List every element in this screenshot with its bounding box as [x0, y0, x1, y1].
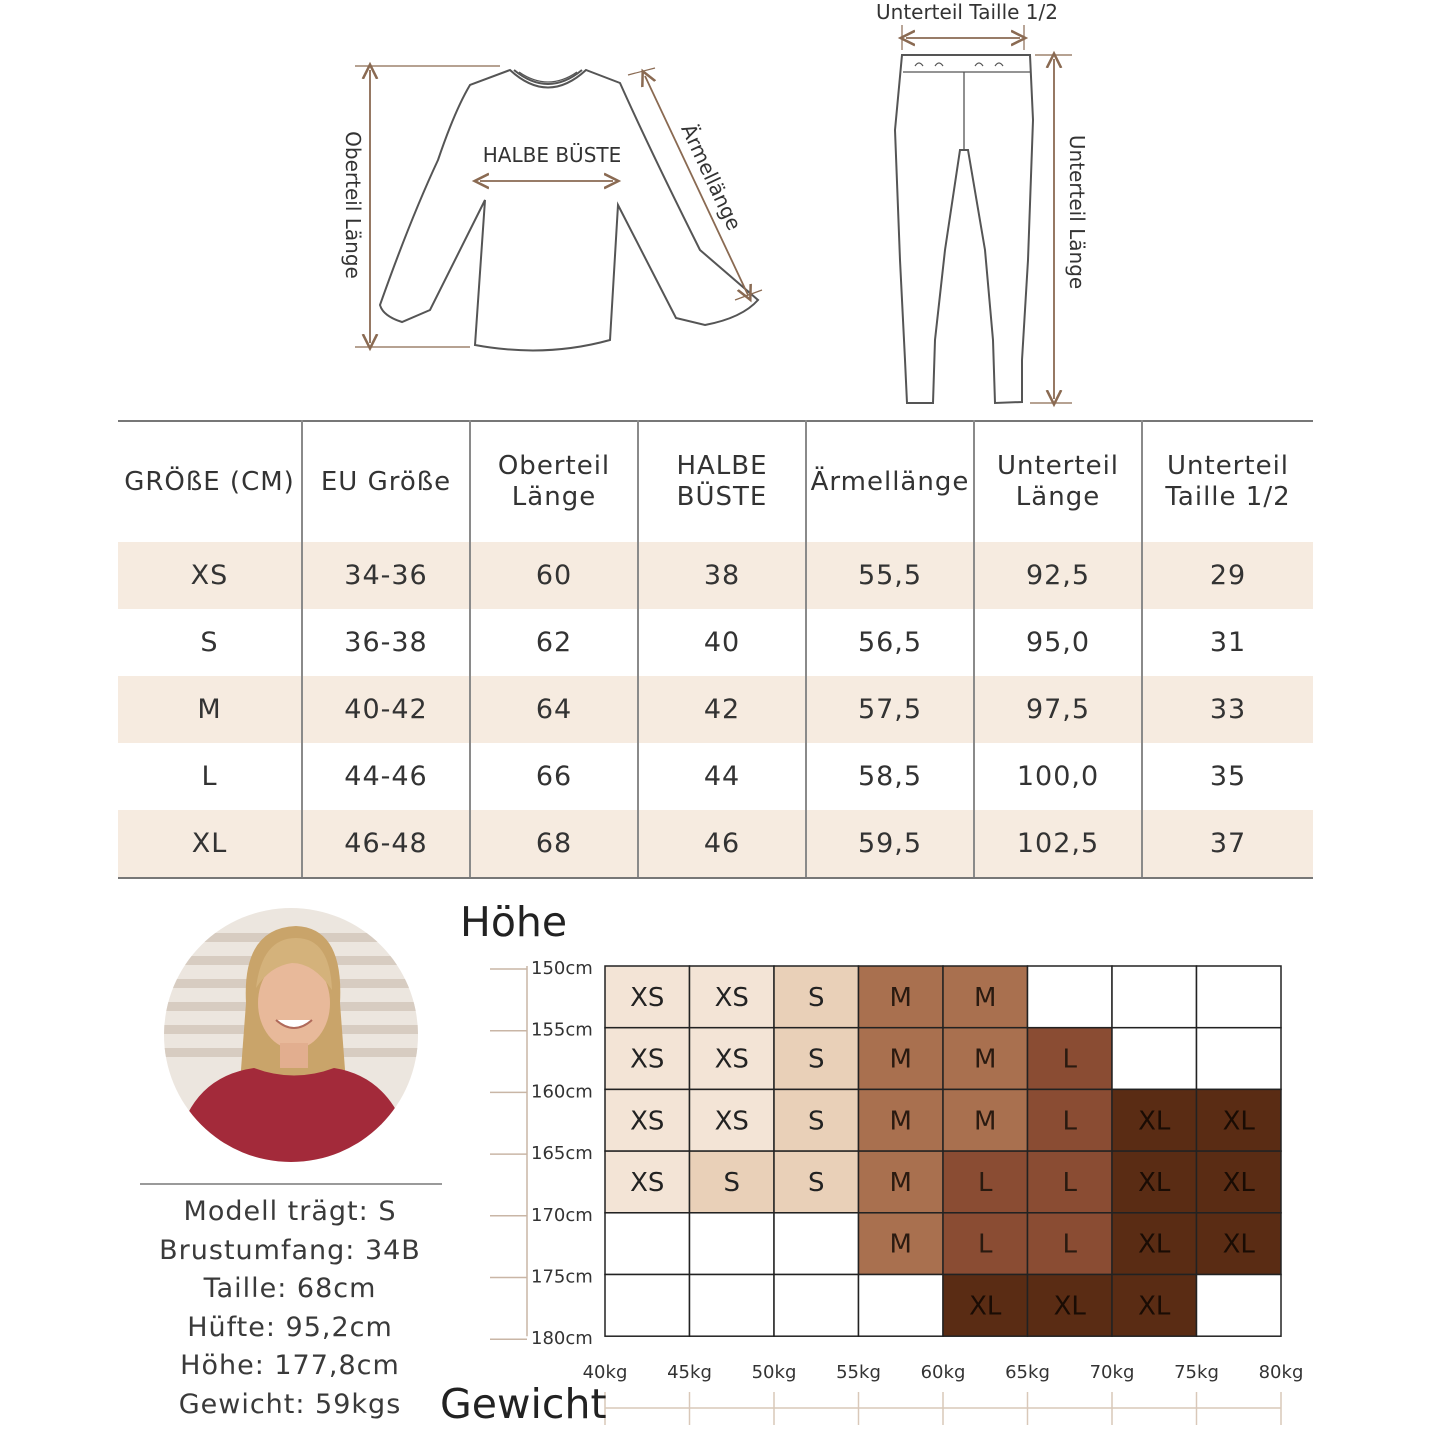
- table-cell: 44-46: [302, 743, 470, 810]
- chart-cell-label: XL: [1138, 1167, 1171, 1198]
- table-cell: 102,5: [974, 810, 1142, 878]
- y-tick-label: 155cm: [531, 1019, 593, 1041]
- chart-cell-label: M: [889, 982, 912, 1013]
- model-height: Höhe: 177,8cm: [180, 1350, 400, 1382]
- size-table-header-cell: HALBE BÜSTE: [638, 421, 806, 542]
- y-tick-label: 175cm: [531, 1266, 593, 1288]
- chart-cell-label: XS: [630, 1106, 665, 1137]
- pants-waist-label: Unterteil Taille 1/2: [876, 0, 1058, 24]
- model-hip: Hüfte: 95,2cm: [187, 1311, 393, 1343]
- chart-cell: [1197, 1028, 1282, 1090]
- table-cell: 66: [470, 743, 638, 810]
- y-tick-label: 150cm: [531, 958, 593, 979]
- x-tick-label: 55kg: [836, 1362, 881, 1383]
- table-cell: 58,5: [806, 743, 974, 810]
- size-table-header-cell: EU Größe: [302, 421, 470, 542]
- table-cell: 97,5: [974, 676, 1142, 743]
- table-cell: 57,5: [806, 676, 974, 743]
- chart-cell: [774, 1213, 859, 1275]
- table-cell: 36-38: [302, 609, 470, 676]
- x-tick-label: 40kg: [582, 1362, 628, 1383]
- table-cell: 46-48: [302, 810, 470, 878]
- sleeve-length-label: Ärmellänge: [676, 120, 747, 234]
- chart-cell: [1197, 1275, 1282, 1337]
- chart-cell-label: XL: [1222, 1229, 1255, 1260]
- chart-cell-label: M: [889, 1167, 912, 1198]
- table-cell: 29: [1142, 542, 1313, 609]
- x-tick-label: 70kg: [1089, 1362, 1135, 1383]
- table-cell: 38: [638, 542, 806, 609]
- chart-cell: [605, 1213, 690, 1275]
- x-tick-label: 60kg: [920, 1362, 966, 1383]
- table-cell: 40-42: [302, 676, 470, 743]
- half-bust-label: HALBE BÜSTE: [482, 143, 622, 167]
- chart-cell-label: XL: [1138, 1106, 1171, 1137]
- chart-cell-label: L: [978, 1229, 993, 1260]
- chart-cell: [1197, 966, 1282, 1028]
- chart-cell-label: XL: [1138, 1291, 1171, 1322]
- x-tick-label: 45kg: [667, 1362, 712, 1383]
- table-cell: 68: [470, 810, 638, 878]
- table-cell: 92,5: [974, 542, 1142, 609]
- chart-cell-label: XS: [630, 1044, 665, 1075]
- y-tick-label: 170cm: [531, 1204, 593, 1226]
- pants-length-label: Unterteil Länge: [1065, 134, 1089, 290]
- chart-cell-label: M: [889, 1106, 912, 1137]
- chart-cell-label: M: [889, 1044, 912, 1075]
- chart-cell: [605, 1275, 690, 1337]
- size-table-header-cell: Ärmellänge: [806, 421, 974, 542]
- table-cell: 59,5: [806, 810, 974, 878]
- table-cell: M: [118, 676, 302, 743]
- chart-cell-label: XS: [714, 1106, 749, 1137]
- model-size-worn: Modell trägt: S: [183, 1196, 397, 1227]
- table-cell: XS: [118, 542, 302, 609]
- table-cell: 40: [638, 609, 806, 676]
- x-tick-label: 50kg: [751, 1362, 797, 1383]
- chart-cell-label: S: [807, 1167, 825, 1198]
- table-cell: 95,0: [974, 609, 1142, 676]
- table-cell: 33: [1142, 676, 1313, 743]
- table-cell: 42: [638, 676, 806, 743]
- x-tick-label: 65kg: [1005, 1362, 1050, 1383]
- model-waist: Taille: 68cm: [203, 1273, 377, 1305]
- x-tick-label: 75kg: [1174, 1362, 1219, 1383]
- table-cell: S: [118, 609, 302, 676]
- y-tick-label: 160cm: [531, 1081, 593, 1103]
- chart-cell-label: M: [974, 982, 997, 1013]
- table-cell: 31: [1209, 627, 1247, 658]
- table-cell: 34-36: [302, 542, 470, 609]
- chart-cell-label: XS: [714, 1044, 749, 1075]
- chart-cell: [1028, 966, 1113, 1028]
- table-cell: 55,5: [806, 542, 974, 609]
- chart-cell: [690, 1213, 775, 1275]
- chart-cell-label: S: [807, 1106, 825, 1137]
- table-cell: 100,0: [974, 743, 1142, 810]
- chart-cell-label: M: [974, 1106, 997, 1137]
- x-tick-label: 80kg: [1258, 1362, 1304, 1383]
- chart-cell: [1112, 966, 1197, 1028]
- chart-cell-label: S: [807, 1044, 825, 1075]
- table-cell: 44: [638, 743, 806, 810]
- chart-cell: [690, 1275, 775, 1337]
- chart-cell-label: M: [889, 1229, 912, 1260]
- chart-cell-label: L: [978, 1167, 993, 1198]
- chart-cell-label: XS: [630, 1167, 665, 1198]
- table-cell: 37: [1142, 810, 1313, 878]
- top-length-label: Oberteil Länge: [341, 131, 365, 279]
- size-table-header-cell: Unterteil Länge: [974, 421, 1142, 542]
- chart-cell-label: XS: [630, 982, 665, 1013]
- size-table-header-cell: Unterteil Taille 1/2: [1142, 421, 1313, 542]
- y-tick-label: 180cm: [531, 1328, 593, 1350]
- table-cell: 60: [470, 542, 638, 609]
- model-weight: Gewicht: 59kgs: [178, 1388, 402, 1420]
- chart-cell-label: L: [1062, 1229, 1077, 1260]
- chart-cell-label: L: [1062, 1106, 1077, 1137]
- table-cell: L: [118, 743, 302, 810]
- table-cell: 62: [470, 609, 638, 676]
- chart-cell-label: XL: [969, 1291, 1002, 1322]
- table-cell: 35: [1209, 761, 1247, 792]
- chart-cell-label: S: [723, 1167, 741, 1198]
- table-cell: XL: [118, 810, 302, 878]
- table-cell: 64: [470, 676, 638, 743]
- y-tick-label: 165cm: [531, 1143, 593, 1165]
- chart-x-title: Gewicht: [440, 1380, 607, 1428]
- size-table-header-cell: Oberteil Länge: [470, 421, 638, 542]
- model-bust: Brustumfang: 34B: [159, 1234, 421, 1266]
- size-table-header-cell: GRÖßE (CM): [118, 421, 302, 542]
- chart-cell-label: L: [1062, 1044, 1077, 1075]
- chart-cell: [1112, 1028, 1197, 1090]
- chart-cell-label: M: [974, 1044, 997, 1075]
- chart-cell-label: XL: [1053, 1291, 1086, 1322]
- chart-cell-label: S: [807, 982, 825, 1013]
- chart-cell-label: XL: [1222, 1106, 1255, 1137]
- chart-cell-label: XS: [714, 982, 749, 1013]
- chart-cell-label: XL: [1138, 1229, 1171, 1260]
- chart-cell: [859, 1275, 944, 1337]
- table-cell: 46: [638, 810, 806, 878]
- chart-cell-label: L: [1062, 1167, 1077, 1198]
- chart-y-title: Höhe: [460, 898, 568, 946]
- chart-cell-label: XL: [1222, 1167, 1255, 1198]
- chart-cell: [774, 1275, 859, 1337]
- table-cell: 56,5: [806, 609, 974, 676]
